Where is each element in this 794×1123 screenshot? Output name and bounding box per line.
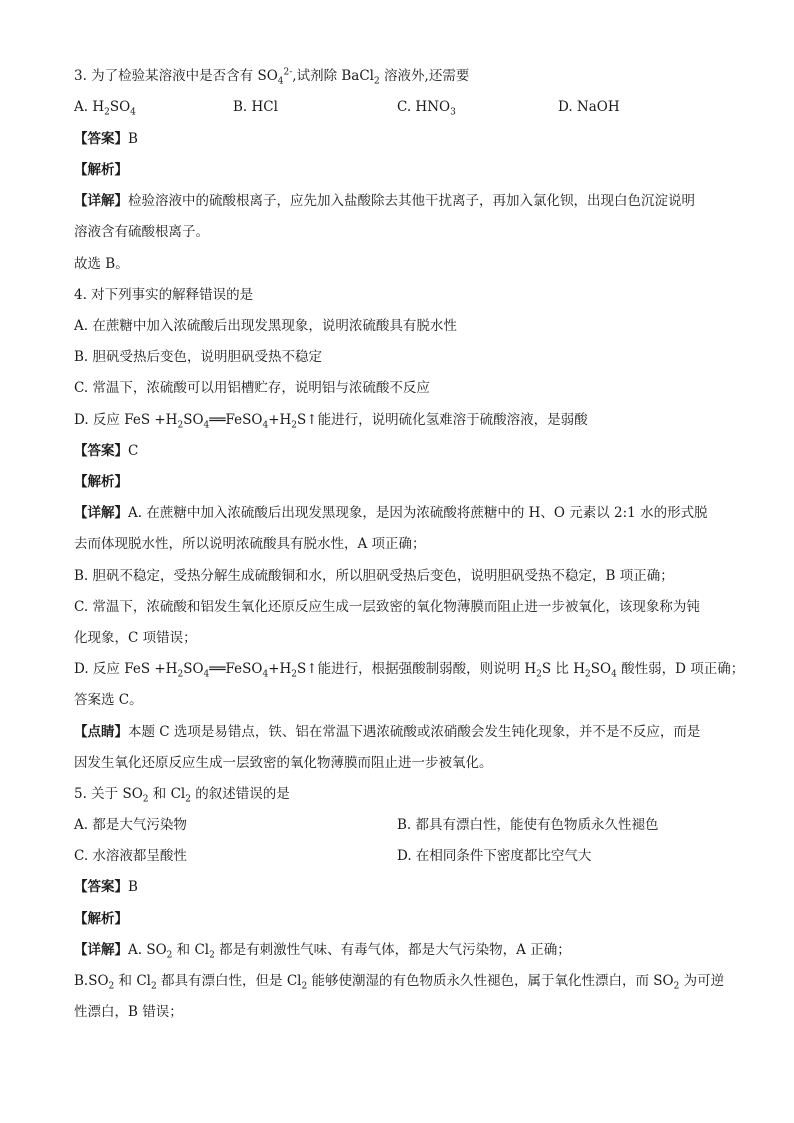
question-3-option-d: D. NaOH	[558, 99, 620, 115]
question-5-answer: 【答案】B	[74, 879, 138, 895]
question-5-option-a: A. 都是大气污染物	[74, 817, 187, 833]
question-4-detail-a-line-1: 【详解】A. 在蔗糖中加入浓硫酸后出现发黑现象，是因为浓硫酸将蔗糖中的 H、O 元素以 2:1 水的形式脱	[74, 505, 708, 521]
question-4-tip-line-1: 【点睛】本题 C 选项是易错点，铁、铝在常温下遇浓硫酸或浓硝酸会发生钝化现象，并不是不反应，而是	[74, 724, 701, 740]
question-3-option-a: A. $H_2SO_4$	[74, 99, 136, 118]
question-4-option-b: B. 胆矾受热后变色，说明胆矾受热不稳定	[74, 349, 323, 365]
question-4-detail-d: D. 反应 FeS $+H_2SO_4══FeSO_4+H_2S↑$能进行，根据强酸制弱酸，则说明 $H_2S$ 比 $H_2SO_4$ 酸性弱，D 项正确；	[74, 661, 745, 680]
question-4-detail-b: B. 胆矾不稳定，受热分解生成硫酸铜和水，所以胆矾受热后变色，说明胆矾受热不稳定，B 项正确；	[74, 568, 674, 584]
question-5-option-c: C. 水溶液都呈酸性	[74, 848, 187, 864]
question-3-answer: 【答案】B	[74, 131, 138, 147]
question-5-stem: 5. 关于 $SO_2$ 和 $Cl_2$ 的叙述错误的是	[74, 786, 290, 805]
question-4-option-c: C. 常温下，浓硫酸可以用铝槽贮存，说明铝与浓硫酸不反应	[74, 380, 430, 396]
question-4-detail-a-line-2: 去而体现脱水性，所以说明浓硫酸具有脱水性，A 项正确；	[74, 536, 426, 552]
question-3-stem: 3. 为了检验某溶液中是否含有 $SO_4^{2-}$,试剂除 BaCl$_2$ 溶液外,还需要	[74, 67, 470, 87]
question-5-detail-b-line-1: $B.SO_2$ 和 $Cl_2$ 都具有漂白性，但是 $Cl_2$ 能够使潮湿的有色物质永久性褪色，属于氧化性漂白，而 $SO_2$ 为可逆	[74, 973, 725, 992]
question-5-detail-b-line-2: 性漂白，B 错误；	[74, 1004, 183, 1020]
question-5-analysis-label: 【解析】	[74, 911, 128, 927]
question-4-analysis-label: 【解析】	[74, 474, 128, 490]
question-4-answer: 【答案】C	[74, 443, 139, 459]
question-3-option-b: B. HCl	[233, 99, 278, 115]
question-4-stem: 4. 对下列事实的解释错误的是	[74, 287, 254, 303]
question-4-conclusion: 答案选 C。	[74, 692, 143, 708]
question-5-option-b: B. 都具有漂白性，能使有色物质永久性褪色	[397, 817, 659, 833]
question-3-conclusion: 故选 B。	[74, 256, 129, 272]
question-3-detail-line-2: 溶液含有硫酸根离子。	[74, 224, 209, 240]
question-3-option-c: C. $HNO_3$	[397, 99, 456, 118]
question-4-option-a: A. 在蔗糖中加入浓硫酸后出现发黑现象，说明浓硫酸具有脱水性	[74, 318, 457, 334]
question-4-detail-c-line-2: 化现象，C 项错误；	[74, 630, 197, 646]
question-3-analysis-label: 【解析】	[74, 162, 128, 178]
question-5-detail-a: 【详解】A. $SO_2$ 和 $Cl_2$ 都是有刺激性气味、有毒气体，都是大气污染物，A 正确；	[74, 942, 571, 961]
question-3-detail-line-1: 【详解】检验溶液中的硫酸根离子，应先加入盐酸除去其他干扰离子，再加入氯化钡，出现白色沉淀说明	[74, 193, 695, 209]
question-5-option-d: D. 在相同条件下密度都比空气大	[397, 848, 592, 864]
question-4-option-d: D. 反应 FeS $+H_2SO_4══FeSO_4+H_2S↑$能进行，说明硫化氢难溶于硫酸溶液，是弱酸	[74, 412, 588, 431]
question-4-tip-line-2: 因发生氧化还原反应生成一层致密的氧化物薄膜而阻止进一步被氧化。	[74, 755, 493, 771]
question-4-detail-c-line-1: C. 常温下，浓硫酸和铝发生氧化还原反应生成一层致密的氧化物薄膜而阻止进一步被氧化，该现象称为钝	[74, 599, 700, 615]
